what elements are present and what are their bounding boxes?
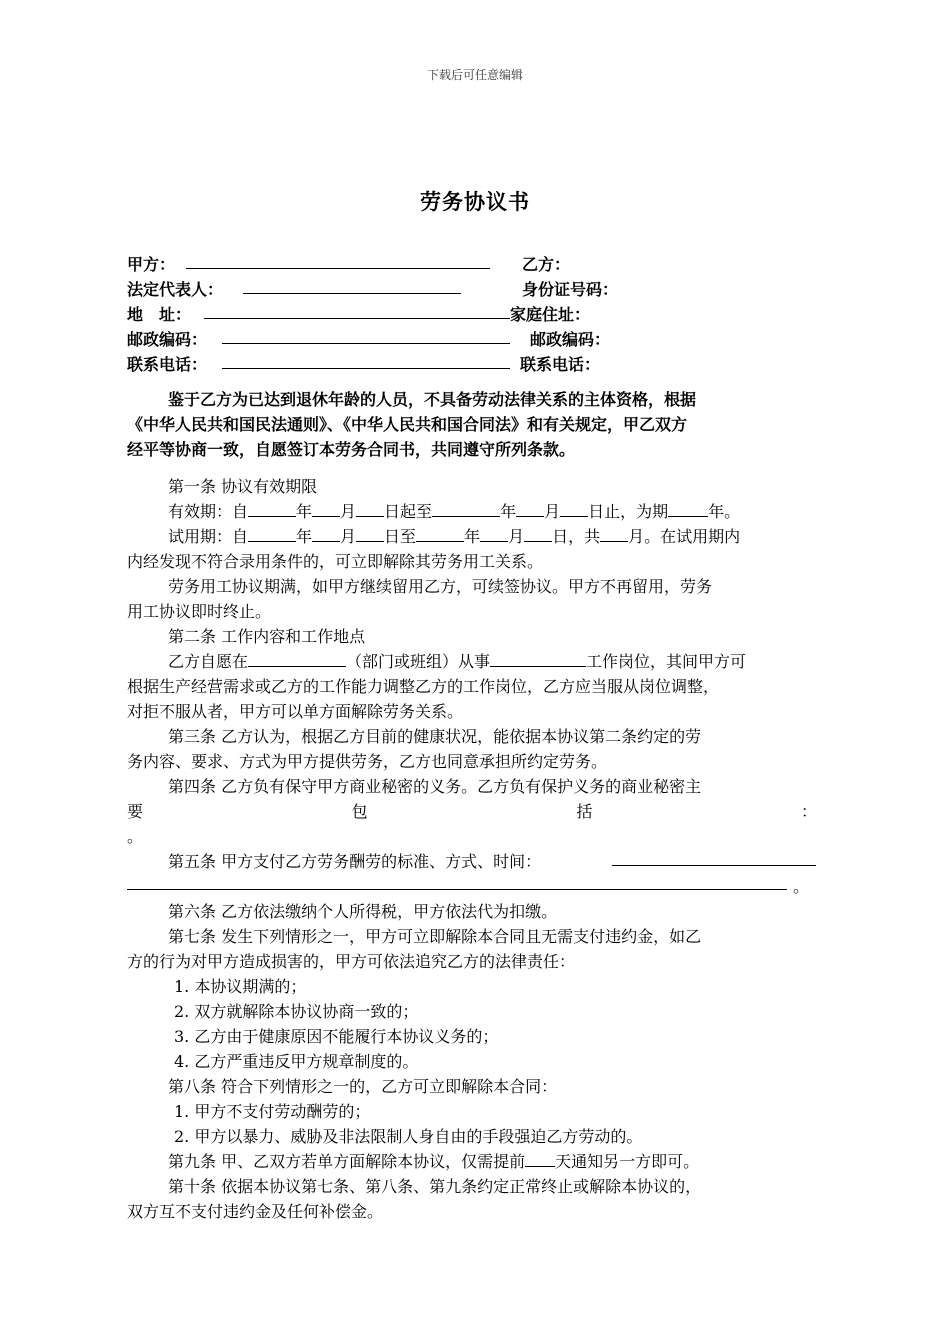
department-blank[interactable] <box>248 652 346 667</box>
article-7-item-3: 3. 乙方由于健康原因不能履行本协议义务的； <box>174 1027 499 1046</box>
party-b-label: 乙方： <box>522 255 571 274</box>
valid-to-label: 日起至 <box>384 502 433 521</box>
article-3-line-2: 务内容、要求、方式为甲方提供劳务，乙方也同意承担所约定劳务。 <box>127 752 608 771</box>
article-6: 第六条 乙方依法缴纳个人所得税，甲方依法代为扣缴。 <box>168 902 558 921</box>
trial-period-line <box>168 524 740 547</box>
year-label: 年 <box>500 502 517 521</box>
valid-from-year-blank[interactable] <box>248 502 296 517</box>
month-label: 月 <box>340 527 357 546</box>
article-2-heading: 第二条 工作内容和工作地点 <box>168 627 366 646</box>
phone-b-label: 联系电话： <box>520 355 601 374</box>
legal-rep-label: 法定代表人： <box>127 280 224 299</box>
years-end-label: 年。 <box>708 502 741 521</box>
justified-word: 要 <box>127 802 144 821</box>
article-8-item-2: 2. 甲方以暴力、威胁及非法限制人身自由的手段强迫乙方劳动的。 <box>174 1127 643 1146</box>
article-3-line-1: 第三条 乙方认为，根据乙方目前的健康状况，能依据本协议第二条约定的劳 <box>168 727 702 746</box>
article-7-line-2: 方的行为对甲方造成损害的，甲方可依法追究乙方的法律责任： <box>127 952 576 971</box>
position-blank[interactable] <box>490 652 586 667</box>
article-8-item-1: 1. 甲方不支付劳动酬劳的； <box>174 1102 371 1121</box>
article-5-period: 。 <box>793 877 810 896</box>
article-10-line-1: 第十条 依据本协议第七条、第八条、第九条约定正常终止或解除本协议的， <box>168 1177 702 1196</box>
trial-end-label: 月。在试用期内 <box>628 527 741 546</box>
valid-from-day-blank[interactable] <box>356 502 384 517</box>
page-header: 下载后可任意编辑 <box>426 68 523 82</box>
valid-to-month-blank[interactable] <box>516 502 544 517</box>
article-1-heading: 第一条 协议有效期限 <box>168 477 318 496</box>
article-8-line-1: 第八条 符合下列情形之一的，乙方可立即解除本合同： <box>168 1077 558 1096</box>
work-department-label: 乙方自愿在 <box>168 652 249 671</box>
year-label: 年 <box>296 527 313 546</box>
article-9-line <box>168 1149 699 1172</box>
article-4-line-2 <box>127 799 817 822</box>
article-9-part-1: 第九条 甲、乙双方若单方面解除本协议，仅需提前 <box>168 1152 526 1171</box>
trial-continuation: 内经发现不符合录用条件的，可立即解除其劳务用工关系。 <box>127 552 544 571</box>
valid-to-year-blank[interactable] <box>432 502 500 517</box>
valid-from-label: 有效期：自 <box>168 502 249 521</box>
article-7-line-1: 第七条 发生下列情形之一，甲方可立即解除本合同且无需支付违约金，如乙 <box>168 927 702 946</box>
article-4-line-1: 第四条 乙方负有保守甲方商业秘密的义务。乙方负有保护义务的商业秘密主 <box>168 777 702 796</box>
postcode-a-blank[interactable] <box>222 343 510 344</box>
trial-to-day-blank[interactable] <box>524 527 552 542</box>
trial-from-label: 试用期：自 <box>168 527 249 546</box>
document-title: 劳务协议书 <box>420 190 530 214</box>
phone-a-blank[interactable] <box>222 368 510 369</box>
justified-word: 括 <box>576 802 593 821</box>
trial-total-label: 日，共 <box>552 527 601 546</box>
work-position-label: 工作岗位，其间甲方可 <box>586 652 747 671</box>
party-a-blank[interactable] <box>186 268 490 269</box>
renewal-line-2: 用工协议即时终止。 <box>127 602 272 621</box>
trial-to-year-blank[interactable] <box>416 527 464 542</box>
preamble-line-1: 鉴于乙方为已达到退休年龄的人员，不具备劳动法律关系的主体资格，根据 <box>168 390 697 409</box>
valid-from-month-blank[interactable] <box>312 502 340 517</box>
trial-from-day-blank[interactable] <box>356 527 384 542</box>
article-4-line-3: 。 <box>127 827 144 846</box>
phone-a-label: 联系电话： <box>127 355 208 374</box>
preamble-line-3: 经平等协商一致，自愿签订本劳务合同书，共同遵守所列条款。 <box>127 440 576 459</box>
preamble-line-2: 《中华人民共和国民法通则》、《中华人民共和国合同法》和有关规定，甲乙双方 <box>127 415 688 434</box>
article-7-item-2: 2. 双方就解除本协议协商一致的； <box>174 1002 419 1021</box>
trial-from-month-blank[interactable] <box>312 527 340 542</box>
valid-period-line <box>168 499 740 522</box>
duration-label: 日止，为期 <box>588 502 669 521</box>
article-7-item-1: 1. 本协议期满的； <box>174 977 307 996</box>
notice-days-blank[interactable] <box>525 1152 555 1167</box>
year-label: 年 <box>464 527 481 546</box>
party-a-label: 甲方： <box>127 255 176 274</box>
renewal-line-1: 劳务用工协议期满，如甲方继续留用乙方，可续签协议。甲方不再留用，劳务 <box>168 577 713 596</box>
payment-terms-blank-1[interactable] <box>612 865 816 866</box>
trial-from-year-blank[interactable] <box>248 527 296 542</box>
trial-to-month-blank[interactable] <box>480 527 508 542</box>
work-engage-label: （部门或班组）从事 <box>346 652 491 671</box>
article-2-line-2: 根据生产经营需求或乙方的工作能力调整乙方的工作岗位，乙方应当服从岗位调整， <box>127 677 720 696</box>
valid-to-day-blank[interactable] <box>560 502 588 517</box>
article-2-line-1 <box>168 649 746 672</box>
article-2-line-3: 对拒不服从者，甲方可以单方面解除劳务关系。 <box>127 702 464 721</box>
payment-terms-blank-2[interactable] <box>127 889 787 890</box>
legal-rep-blank[interactable] <box>243 293 461 294</box>
address-blank[interactable] <box>204 318 510 319</box>
justified-word: 包 <box>351 802 368 821</box>
postcode-a-label: 邮政编码： <box>127 330 208 349</box>
postcode-b-label: 邮政编码： <box>530 330 611 349</box>
id-number-label: 身份证号码： <box>522 280 619 299</box>
trial-to-label: 日至 <box>384 527 417 546</box>
article-5-line-1: 第五条 甲方支付乙方劳务酬劳的标准、方式、时间： <box>168 852 542 871</box>
month-label: 月 <box>508 527 525 546</box>
article-7-item-4: 4. 乙方严重违反甲方规章制度的。 <box>174 1052 419 1071</box>
home-address-label: 家庭住址： <box>510 305 591 324</box>
article-9-part-2: 天通知另一方即可。 <box>555 1152 700 1171</box>
justified-word: ： <box>800 802 817 821</box>
trial-months-blank[interactable] <box>600 527 628 542</box>
month-label: 月 <box>544 502 561 521</box>
month-label: 月 <box>340 502 357 521</box>
year-label: 年 <box>296 502 313 521</box>
duration-years-blank[interactable] <box>668 502 708 517</box>
article-10-line-2: 双方互不支付违约金及任何补偿金。 <box>127 1202 384 1221</box>
address-label: 地 址： <box>127 305 192 324</box>
